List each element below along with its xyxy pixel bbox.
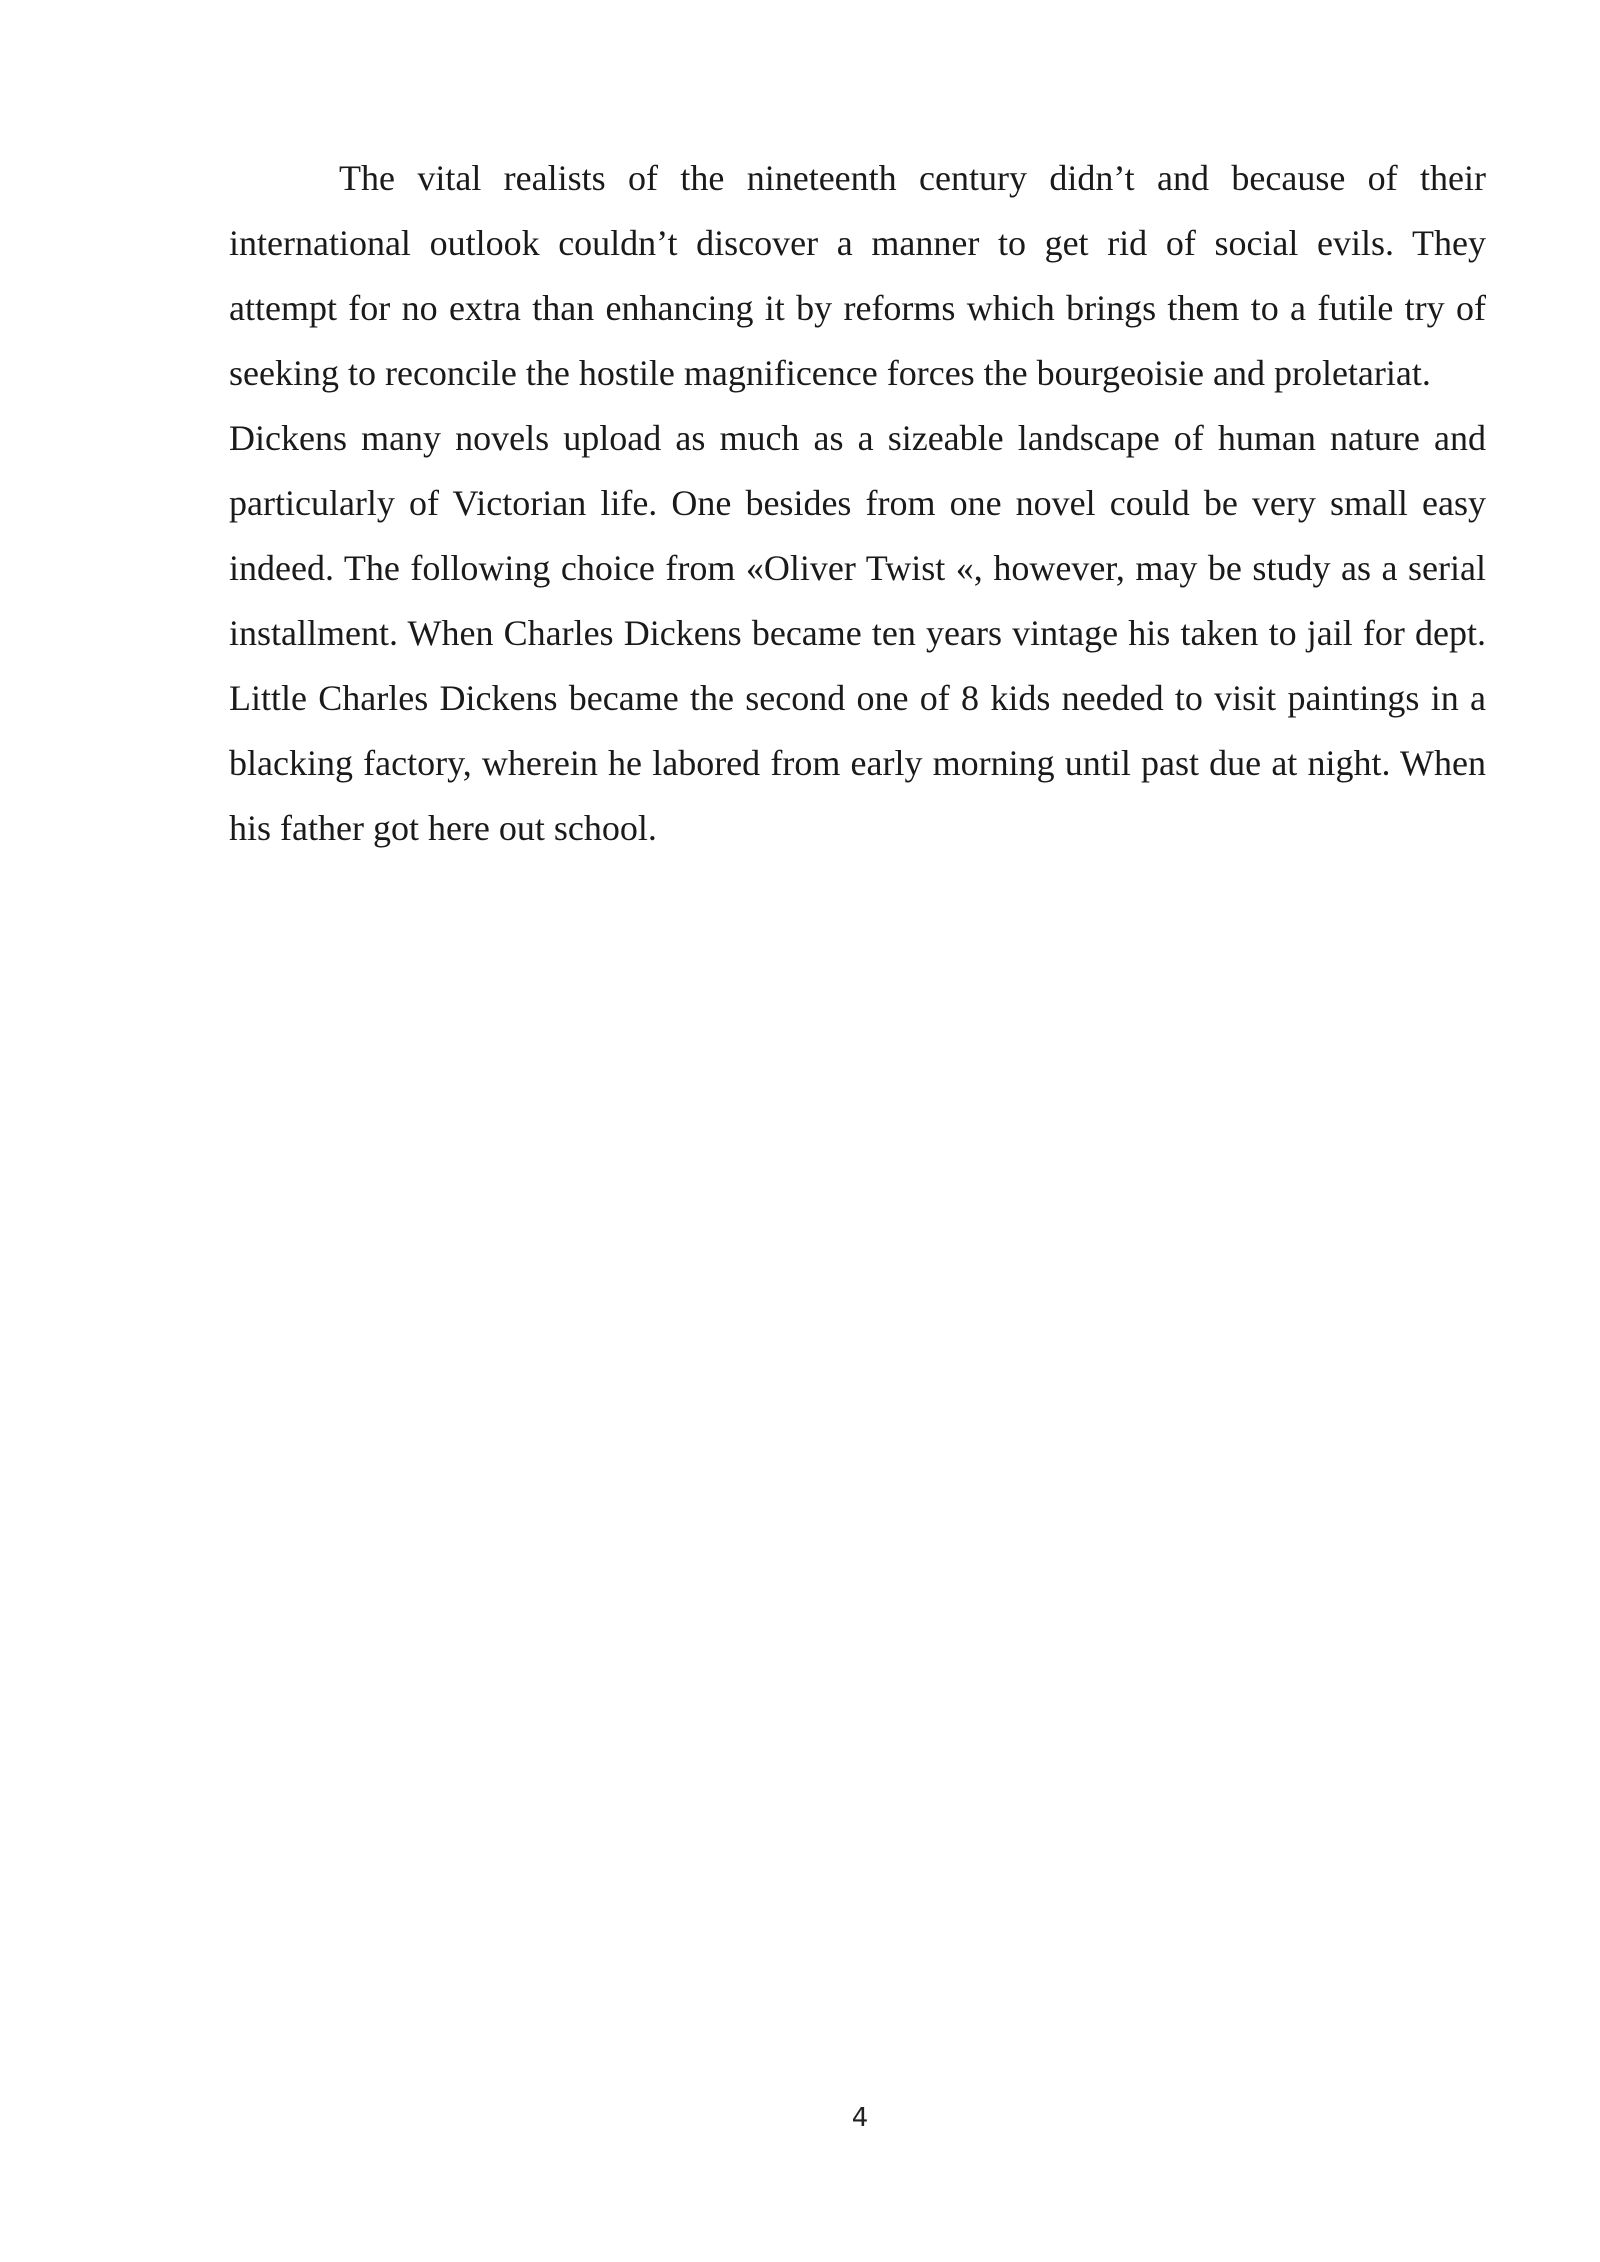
body-text	[229, 146, 1486, 861]
page-number: 4	[851, 2103, 869, 2133]
paragraph-dickens: Dickens many novels upload as much as a sizeable landscape of human nature and particularly of Victorian life. One besides from one novel could be very small easy indeed. The following choice from «Oliver Twist «, however, may be study as a serial installment. When Charles Dickens became ten years vintage his taken to jail for dept. Little Charles Dickens became the second one of 8 kids needed to visit paintings in a blacking factory, wherein he labored from early morning until past due at night. When his father got here out school.	[229, 418, 1486, 848]
paragraph-realists: The vital realists of the nineteenth century didn’t and because of their international outlook couldn’t discover a manner to get rid of social evils. They attempt for no extra than enhancing it by reforms which brings them to a futile try of seeking to reconcile the hostile magnificence forces the bourgeoisie and proletariat.	[229, 158, 1486, 393]
